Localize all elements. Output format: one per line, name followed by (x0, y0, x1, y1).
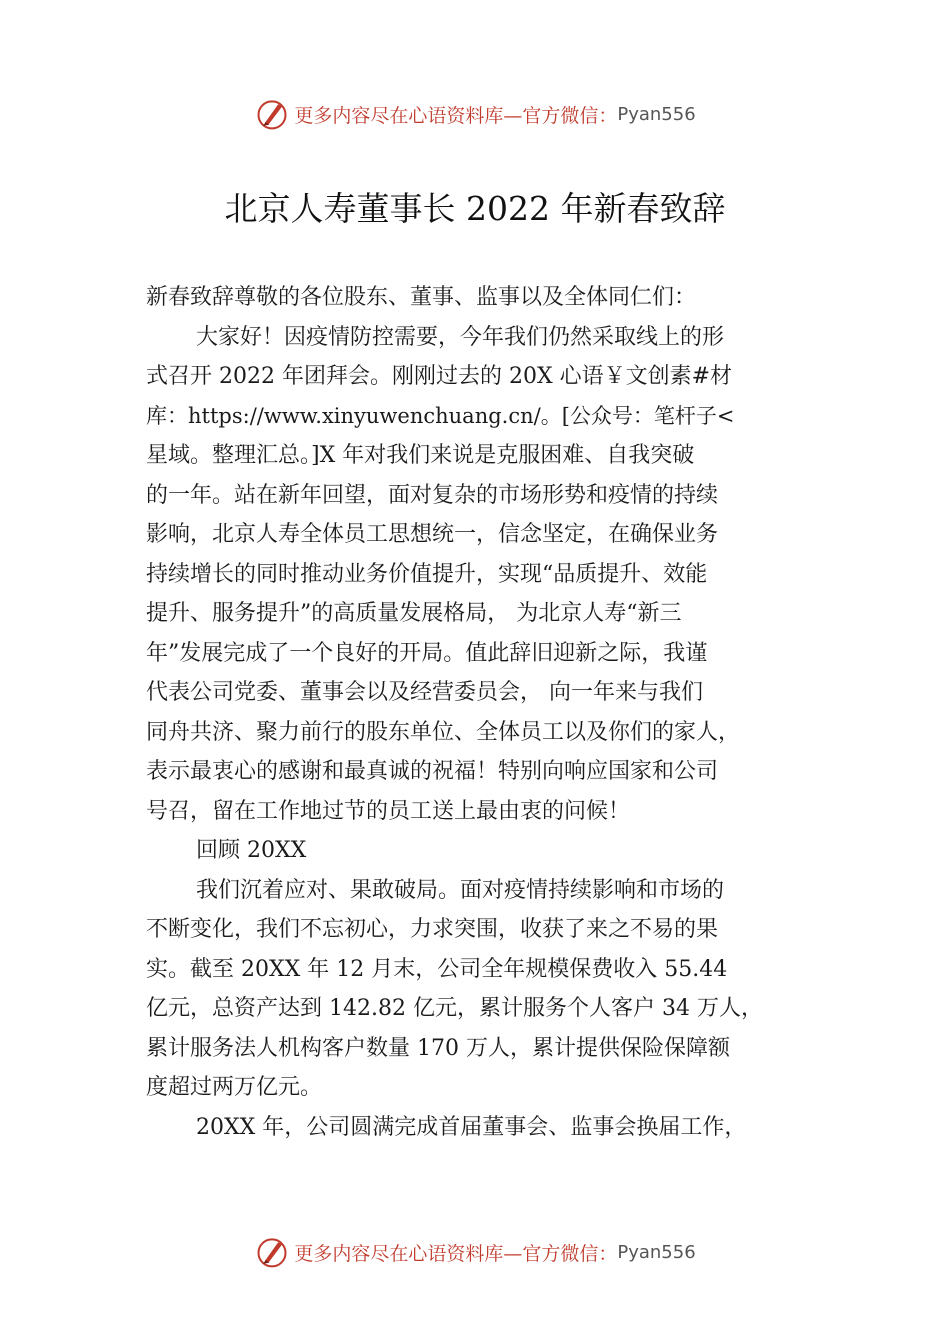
paragraph-line: 星域。整理汇总。]X 年对我们来说是克服困难、自我突破 (146, 443, 695, 468)
paragraph-line: 实。截至 20XX 年 12 月末，公司全年规模保费收入 55.44 (146, 956, 728, 982)
paragraph-line: 度超过两万亿元。 (146, 1075, 323, 1100)
paragraph-line: 的一年。站在新年回望，面对复杂的市场形势和疫情的持续 (146, 482, 719, 508)
footer-watermark-banner (0, 1232, 950, 1272)
paragraph-line: 年”发展完成了一个良好的开局。值此辞旧迎新之际，我谨 (146, 640, 708, 666)
paragraph-line: 不断变化，我们不忘初心，力求突围，收获了来之不易的果 (146, 917, 719, 942)
document-title: 北京人寿董事长 2022 年新春致辞 (224, 189, 726, 228)
paragraph-line: 式召开 2022 年团拜会。刚刚过去的 20X 心语￥文创素#材 (146, 364, 733, 389)
paragraph-line: 库：https://www.xinyuwenchuang.cn/。[公众号：笔杆子< (146, 403, 735, 428)
paragraph-line: 我们沉着应对、果敢破局。面对疫情持续影响和市场的 (196, 877, 725, 903)
paragraph-line: 同舟共济、聚力前行的股东单位、全体员工以及你们的家人， (146, 719, 741, 745)
banner-text: 更多内容尽在心语资料库—官方微信： (294, 1242, 618, 1265)
salutation-line: 新春致辞尊敬的各位股东、董事、监事以及全体同仁们： (146, 285, 697, 310)
paragraph-line: 累计服务法人机构客户数量 170 万人，累计提供保险保障额 (146, 1035, 730, 1061)
paragraph-line: 亿元，总资产达到 142.82 亿元，累计服务个人客户 34 万人， (146, 996, 763, 1021)
paragraph-line: 大家好！因疫情防控需要，今年我们仍然采取线上的形 (196, 324, 725, 350)
header-watermark-banner (0, 94, 950, 134)
brush-logo-icon (254, 96, 290, 132)
banner-wechat-id: Pyan556 (617, 1241, 696, 1263)
document-body (146, 278, 814, 1147)
banner-wechat-id: Pyan556 (617, 103, 696, 125)
banner-text: 更多内容尽在心语资料库—官方微信： (294, 104, 618, 127)
section-heading: 回顾 20XX (196, 838, 307, 863)
paragraph-line: 表示最衷心的感谢和最真诚的祝福！特别向响应国家和公司 (146, 759, 719, 784)
brush-logo-icon (254, 1234, 290, 1270)
paragraph-line: 持续增长的同时推动业务价值提升，实现“品质提升、效能 (146, 561, 708, 587)
paragraph-line: 代表公司党委、董事会以及经营委员会， 向一年来与我们 (146, 680, 703, 705)
paragraph-line: 20XX 年，公司圆满完成首届董事会、监事会换届工作， (196, 1114, 747, 1140)
paragraph-line: 影响，北京人寿全体员工思想统一，信念坚定，在确保业务 (146, 522, 719, 547)
paragraph-line: 提升、服务提升”的高质量发展格局， 为北京人寿“新三 (146, 601, 682, 626)
paragraph-line: 号召，留在工作地过节的员工送上最由衷的问候！ (146, 798, 631, 824)
